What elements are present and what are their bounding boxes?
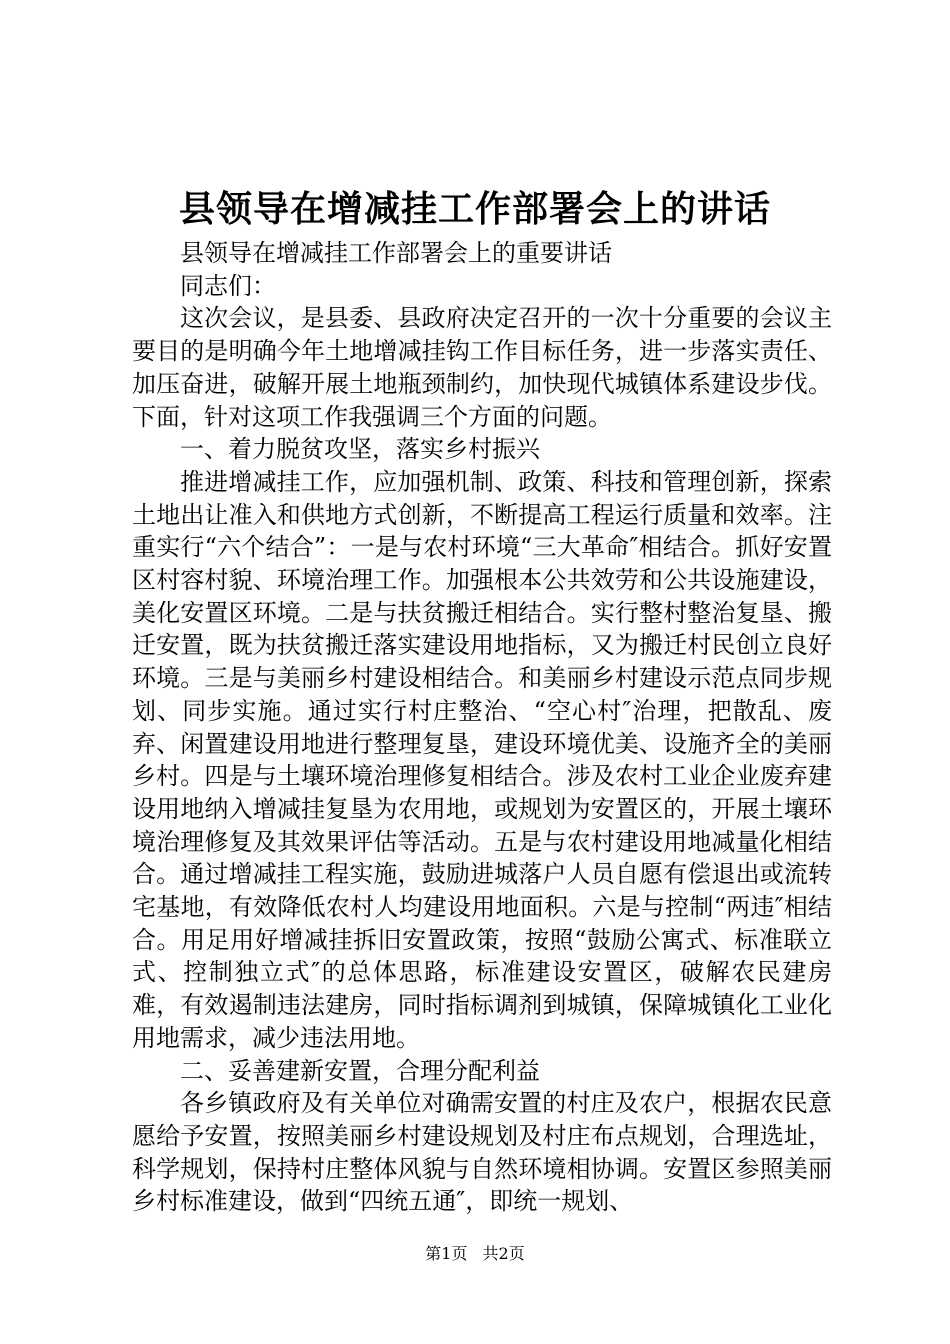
- salutation-paragraph: 同志们：: [180, 271, 276, 300]
- page-number: 第1页: [425, 1244, 468, 1263]
- section-heading-1: 一、着力脱贫攻坚，落实乡村振兴: [180, 435, 540, 464]
- section-2-paragraph: 各乡镇政府及有关单位对确需安置的村庄及农户，根据农民意愿给予安置，按照美丽乡村建设规划及村庄布点规划，合理选址，科学规划，保持村庄整体风貌与自然环境相协调。安置区参照美丽乡村标准建设，做到“四统五通″，即统一规划、: [132, 1089, 832, 1216]
- page-footer: [0, 1243, 950, 1265]
- subtitle-paragraph: 县领导在增减挂工作部署会上的重要讲话: [180, 239, 612, 267]
- section-heading-2: 二、妥善建新安置，合理分配利益: [180, 1056, 540, 1085]
- document-body: [132, 237, 832, 1218]
- document-title: 县领导在增减挂工作部署会上的讲话: [178, 188, 771, 230]
- intro-paragraph: 这次会议，是县委、县政府决定召开的一次十分重要的会议主要目的是明确今年土地增减挂钩工作目标任务，进一步落实责任、加压奋进，破解开展土地瓶颈制约，加快现代城镇体系建设步伐。下面，针对这项工作我强调三个方面的问题。: [132, 304, 832, 431]
- page-total: 共2页: [482, 1244, 525, 1263]
- section-1-paragraph: 推进增减挂工作，应加强机制、政策、科技和管理创新，探索土地出让准入和供地方式创新，不断提高工程运行质量和效率。注重实行“六个结合”：一是与农村环境“三大革命″相结合。抓好安置区村容村貌、环境治理工作。加强根本公共效劳和公共设施建设，美化安置区环境。二是与扶贫搬迁相结合。实行整村整治复垦、搬迁安置，既为扶贫搬迁落实建设用地指标，又为搬迁村民创立良好环境。三是与美丽乡村建设相结合。和美丽乡村建设示范点同步规划、同步实施。通过实行村庄整治、“空心村″治理，把散乱、废弃、闲置建设用地进行整理复垦，建设环境优美、设施齐全的美丽乡村。四是与土壤环境治理修复相结合。涉及农村工业企业废弃建设用地纳入增减挂复垦为农用地，或规划为安置区的，开展土壤环境治理修复及其效果评估等活动。五是与农村建设用地减量化相结合。通过增减挂工程实施，鼓励进城落户人员自愿有偿退出或流转宅基地，有效降低农村人均建设用地面积。六是与控制“两违″相结合。用足用好增减挂拆旧安置政策，按照“鼓励公寓式、标准联立式、控制独立式″的总体思路，标准建设安置区，破解农民建房难，有效遏制违法建房，同时指标调剂到城镇，保障城镇化工业化用地需求，减少违法用地。: [132, 467, 832, 1052]
